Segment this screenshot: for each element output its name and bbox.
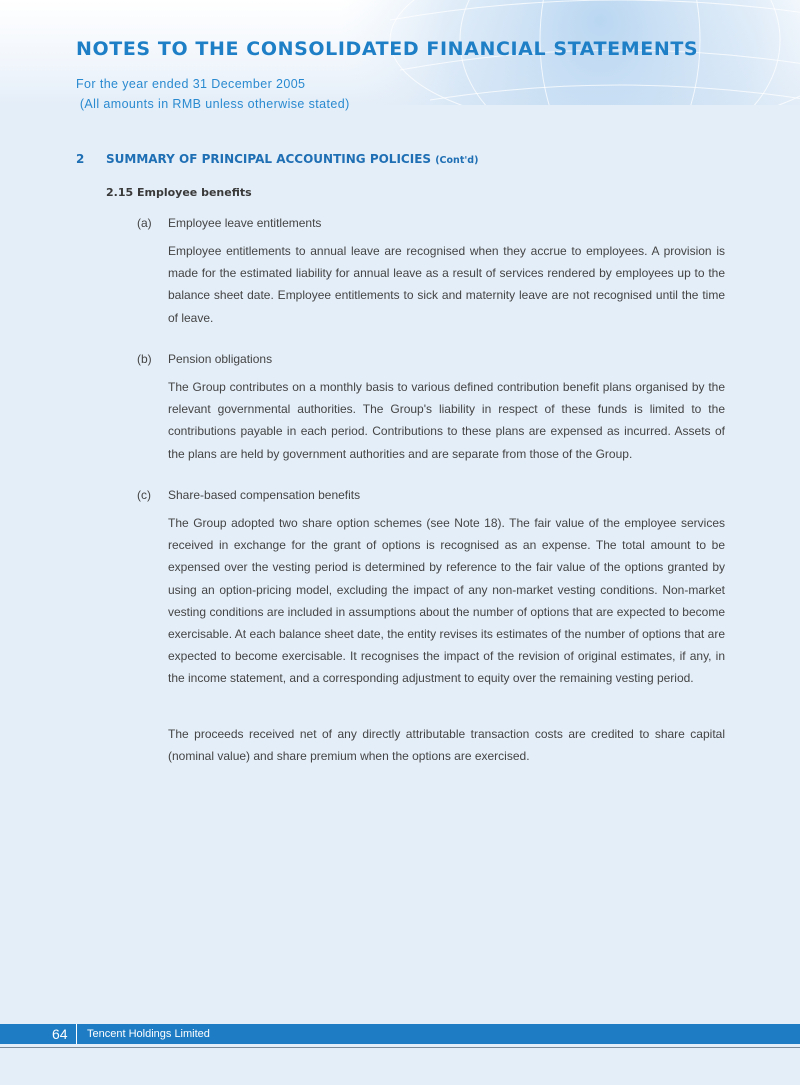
footer-rule bbox=[0, 1047, 800, 1048]
subtitle-currency-note: (All amounts in RMB unless otherwise stated) bbox=[76, 97, 350, 111]
item-label-c: (c) bbox=[137, 488, 151, 502]
section-number: 2 bbox=[76, 152, 85, 166]
subtitle-period: For the year ended 31 December 2005 bbox=[76, 77, 306, 91]
item-title-c: Share-based compensation benefits bbox=[168, 488, 361, 502]
item-a-paragraph: Employee entitlements to annual leave are recognised when they accrue to employees. A provision is made for the estimated liability for annual leave as a result of services rendered by employees up to the balance sheet date. Employee entitlements to sick and maternity leave are not recognised until the time of leave. bbox=[168, 244, 725, 325]
company-name: Tencent Holdings Limited bbox=[87, 1028, 210, 1040]
item-c-paragraph-1: The Group adopted two share option schemes (see Note 18). The fair value of the employee services received in exchange for the grant of options is recognised as an expense. The total amount to be expensed over the vesting period is determined by reference to the fair value of the options granted by using an option-pricing model, excluding the impact of any non-market vesting conditions. Non-market vesting conditions are included in assumptions about the number of options that are expected to become exercisable. At each balance sheet date, the entity revises its estimates of the number of options that are expected to become exercisable. It recognises the impact of the revision of original estimates, if any, in the income statement, and a corresponding adjustment to equity over the remaining vesting period. bbox=[168, 516, 725, 686]
item-label-b: (b) bbox=[137, 352, 152, 366]
item-title-b: Pension obligations bbox=[168, 352, 273, 366]
footer-divider bbox=[76, 1024, 77, 1044]
item-label-a: (a) bbox=[137, 216, 152, 230]
item-title-a: Employee leave entitlements bbox=[168, 216, 322, 230]
section-title: SUMMARY OF PRINCIPAL ACCOUNTING POLICIES bbox=[106, 152, 432, 166]
page-subtitle bbox=[76, 74, 350, 114]
section-continued-label: (Cont'd) bbox=[435, 155, 479, 166]
page-number: 64 bbox=[52, 1026, 68, 1042]
item-c-paragraph-2: The proceeds received net of any directly attributable transaction costs are credited to share capital (nominal value) and share premium when the options are exercised. bbox=[168, 727, 725, 764]
section-heading bbox=[76, 152, 478, 166]
subsection-heading: 2.15 Employee benefits bbox=[106, 186, 252, 199]
item-b-paragraph: The Group contributes on a monthly basis to various defined contribution benefit plans organised by the relevant governmental authorities. The Group's liability in respect of these funds is limited to the contributions payable in each period. Contributions to these plans are expensed as incurred. Assets of the plans are held by government authorities and are separate from those of the Group. bbox=[168, 380, 725, 461]
page-title: NOTES TO THE CONSOLIDATED FINANCIAL STATEMENTS bbox=[76, 38, 699, 60]
